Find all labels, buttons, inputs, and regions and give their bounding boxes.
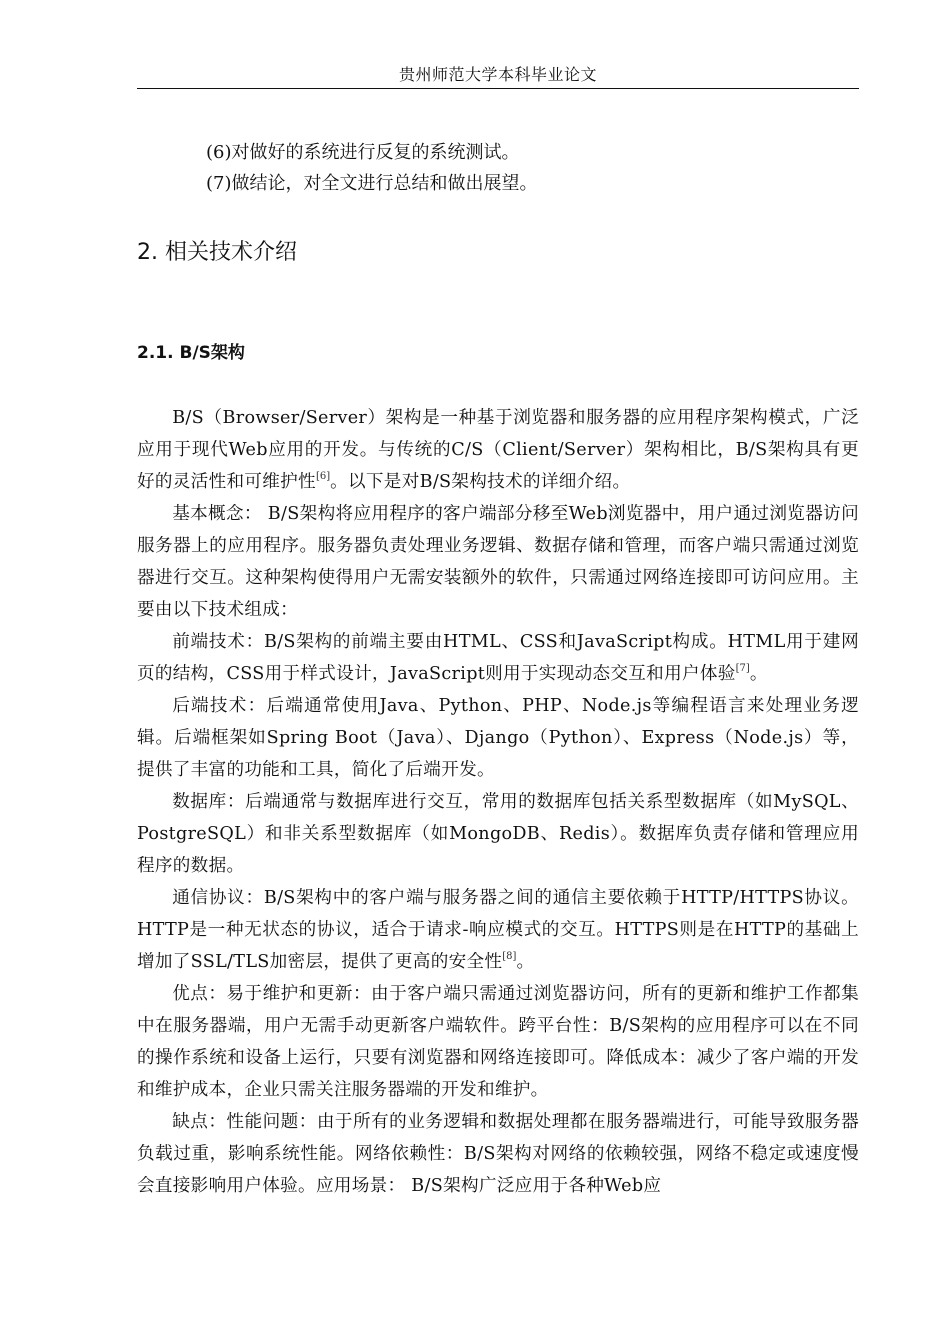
paragraph-disadvantages [137, 1106, 859, 1202]
paragraph-basic-concept [137, 498, 859, 626]
paragraph-tail: 。 [749, 664, 768, 684]
paragraph-backend [137, 690, 859, 786]
citation-8: [8] [502, 951, 517, 962]
section-number: 2. [137, 240, 158, 265]
subsection-heading [137, 341, 245, 365]
paragraph-frontend [137, 626, 859, 690]
body-text [137, 402, 859, 1202]
paragraph-database [137, 786, 859, 882]
paragraph-text: 前端技术：B/S架构的前端主要由HTML、CSS和JavaScript构成。HTML用于建网页的结构，CSS用于样式设计，JavaScript则用于实现动态交互和用户体验 [137, 632, 859, 684]
paragraph-tail: 。以下是对B/S架构技术的详细介绍。 [330, 472, 631, 492]
subsection-title: B/S架构 [179, 343, 245, 363]
subsection-number: 2.1. [137, 343, 174, 363]
paragraph-text: 缺点：性能问题：由于所有的业务逻辑和数据处理都在服务器端进行，可能导致服务器负载过重，影响系统性能。网络依赖性：B/S架构对网络的依赖较强，网络不稳定或速度慢会直接影响用户体验。应用场景： B/S架构广泛应用于各种Web应 [137, 1112, 859, 1196]
list-item-6: (6)对做好的系统进行反复的系统测试。 [206, 142, 520, 163]
section-heading [137, 238, 297, 268]
section-title: 相关技术介绍 [165, 240, 298, 265]
paragraph-advantages [137, 978, 859, 1106]
running-header: 贵州师范大学本科毕业论文 [398, 65, 597, 84]
paragraph-text: 优点：易于维护和更新：由于客户端只需通过浏览器访问，所有的更新和维护工作都集中在服务器端，用户无需手动更新客户端软件。跨平台性：B/S架构的应用程序可以在不同的操作系统和设备上运行，只要有浏览器和网络连接即可。降低成本：减少了客户端的开发和维护成本，企业只需关注服务器端的开发和维护。 [137, 984, 859, 1100]
paragraph-tail: 。 [516, 952, 535, 972]
citation-7: [7] [735, 663, 750, 674]
paragraph-protocol [137, 882, 859, 978]
paragraph-text: 通信协议：B/S架构中的客户端与服务器之间的通信主要依赖于HTTP/HTTPS协议。HTTP是一种无状态的协议，适合于请求-响应模式的交互。HTTPS则是在HTTP的基础上增加了SSL/TLS加密层，提供了更高的安全性 [137, 888, 859, 972]
paragraph-intro [137, 402, 859, 498]
citation-6: [6] [315, 471, 331, 482]
header-rule [137, 88, 859, 89]
paragraph-text: B/S（Browser/Server）架构是一种基于浏览器和服务器的应用程序架构模式，广泛应用于现代Web应用的开发。与传统的C/S（Client/Server）架构相比，B/S架构具有更好的灵活性和可维护性 [137, 408, 859, 492]
paragraph-text: 数据库：后端通常与数据库进行交互，常用的数据库包括关系型数据库（如MySQL、PostgreSQL）和非关系型数据库（如MongoDB、Redis）。数据库负责存储和管理应用程序的数据。 [137, 792, 859, 876]
paragraph-text: 后端技术：后端通常使用Java、Python、PHP、Node.js等编程语言来处理业务逻辑。后端框架如Spring Boot（Java）、Django（Python）、Express（Node.js）等，提供了丰富的功能和工具，简化了后端开发。 [137, 696, 859, 780]
list-item-7: (7)做结论，对全文进行总结和做出展望。 [206, 173, 538, 194]
paragraph-text: 基本概念： B/S架构将应用程序的客户端部分移至Web浏览器中，用户通过浏览器访问服务器上的应用程序。服务器负责处理业务逻辑、数据存储和管理，而客户端只需通过浏览器进行交互。这种架构使得用户无需安装额外的软件，只需通过网络连接即可访问应用。主要由以下技术组成： [137, 504, 859, 620]
